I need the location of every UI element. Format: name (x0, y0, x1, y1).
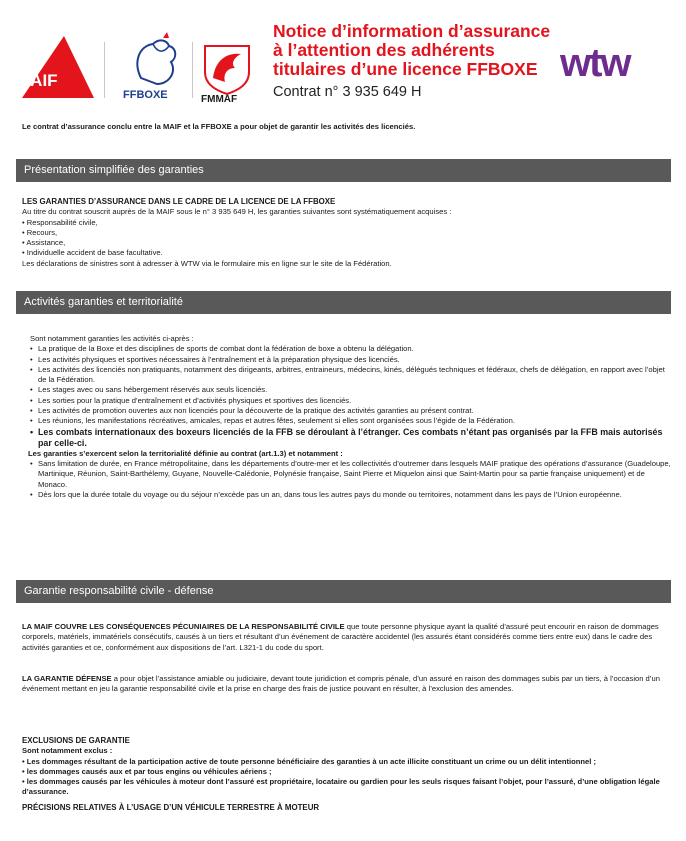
list-item: • Sans limitation de durée, en France métropolitaine, dans les départements d’outre-mer et les collectivités d’outremer dans lesquels MAIF pratique des opérations d’assurance (Guadeloupe, Martinique, Réunion, Saint-Barthélemy, Guyane, Nouvelle-Calédonie, Polynésie française, Saint Pierre et Miquelon ainsi que Saint-Martin pour sa partie française uniquement) et de Monaco. (22, 459, 672, 490)
paragraph (22, 674, 672, 695)
intro-text: Le contrat d’assurance conclu entre la MAIF et la FFBOXE a pour objet de garantir les activités des licenciés. (22, 122, 416, 131)
list-item: • Les activités de promotion ouvertes aux non licenciés pour la découverte de la pratique des activités garanties au présent contrat. (22, 406, 672, 416)
section-heading: LES GARANTIES D’ASSURANCE DANS LE CADRE DE LA LICENCE DE LA FFBOXE (22, 197, 336, 206)
ffboxe-logo (119, 32, 187, 104)
notice-title-block (273, 22, 558, 100)
list-item: • Les dommages résultant de la participation active de toute personne bénéficiaire des garanties à un acte illicite constituant un crime ou un délit intentionnel ; (22, 757, 672, 767)
notice-title-line: titulaires d’une licence FFBOXE (273, 59, 538, 79)
paragraph: Les déclarations de sinistres sont à adresser à WTW via le formulaire mis en ligne sur le site de la Fédération. (22, 258, 392, 268)
paragraph-lead: LA MAIF COUVRE LES CONSÉQUENCES PÉCUNIAIRES DE LA RESPONSABILITÉ CIVILE (22, 622, 345, 631)
list-item: • Les activités physiques et sportives nécessaires à l’entraînement et à la préparation physique des licenciés. (22, 355, 672, 365)
section-heading: PRÉCISIONS RELATIVES À L’USAGE D’UN VÉHICULE TERRESTRE À MOTEUR (22, 802, 320, 812)
section-band-activities: Activités garanties et territorialité (16, 291, 671, 314)
list-item: • les dommages causés par les véhicules à moteur dont l’assuré est propriétaire, locataire ou gardien pour les seuls risques faisant l’objet, pour l’assuré, d’une obligation légale d’assurance. (22, 777, 672, 798)
paragraph-text: a pour objet l’assistance amiable ou judiciaire, devant toute juridiction et compris pénale, d’un assuré en raison des dommages subis par un tiers, à l’occasion d’un événement mettant en jeu la garantie responsabilité civile et la prise en charge des frais de justice pouvant en résulter, à l’exclusion des amendes. (22, 674, 660, 694)
maif-logo (14, 36, 94, 98)
list-item: • Les réunions, les manifestations récréatives, amicales, repas et autres fêtes, seulement si elles sont organisées sous l’égide de la Fédération. (22, 416, 672, 426)
fmmaf-logo-text: FMMAF (201, 94, 238, 104)
activities-list (22, 344, 672, 448)
paragraph: Sont notamment garanties les activités ci-après : (30, 334, 194, 343)
section-activities (22, 334, 672, 500)
fmmaf-logo (195, 38, 259, 104)
section-exclusions (22, 736, 672, 813)
exclusions-list (22, 757, 672, 798)
list-item: • Les stages avec ou sans hébergement réservés aux seuls licenciés. (22, 385, 672, 395)
contract-number: Contrat n° 3 935 649 H (273, 84, 422, 100)
paragraph-lead: LA GARANTIE DÉFENSE (22, 674, 112, 683)
maif-logo-text: MAIF (16, 71, 58, 90)
list-item: • Les sorties pour la pratique d’entraînement et d’activités physiques et sportives des licenciés. (22, 396, 672, 406)
section-heading: EXCLUSIONS DE GARANTIE (22, 736, 130, 745)
list-item: • La pratique de la Boxe et des disciplines de sports de combat dont la fédération de boxe a obtenu la délégation. (22, 344, 672, 354)
wtw-logo-text: wtw (560, 46, 630, 80)
list-item: • Dès lors que la durée totale du voyage ou du séjour n’excède pas un an, dans tous les autres pays du monde ou territoires, notamment dans les pays de l’Union européenne. (22, 490, 672, 500)
list-item: • Les activités des licenciés non pratiquants, notamment des dirigeants, arbitres, entraineurs, médecins, kinés, délégués techniques et fédéraux, chefs de délégation, en rapport avec l’objet de la Fédération. (22, 365, 672, 386)
list-item: • les dommages causés aux et par tous engins ou véhicules aériens ; (22, 767, 672, 777)
paragraph: Les garanties s’exercent selon la territorialité définie au contrat (art.1.3) et notamment : (28, 448, 343, 458)
wtw-logo (560, 46, 658, 80)
notice-title-line: à l’attention des adhérents (273, 40, 495, 60)
paragraph (22, 622, 672, 653)
list-item: • Les combats internationaux des boxeurs licenciés de la FFB se déroulant à l’étranger. Ces combats n’étant pas organisés par la FFB mais autorisés par celle-ci. (22, 427, 672, 449)
ffboxe-logo-text: FFBOXE (123, 89, 168, 101)
paragraph: Au titre du contrat souscrit auprès de la MAIF sous le n° 3 935 649 H, les garanties suivantes sont systématiquement acquises : (22, 207, 452, 217)
list-item: • Assistance, (22, 238, 672, 248)
list-item: • Individuelle accident de base facultative. (22, 248, 672, 258)
section-civil-liability (22, 622, 672, 653)
logo-separator (192, 42, 193, 98)
guarantees-list (22, 218, 672, 259)
logo-separator (104, 42, 105, 98)
section-band-presentation: Présentation simplifiée des garanties (16, 159, 671, 182)
territory-list (22, 459, 672, 500)
section-band-civil-liability: Garantie responsabilité civile - défense (16, 580, 671, 603)
list-item: • Responsabilité civile, (22, 218, 672, 228)
paragraph: Sont notamment exclus : (22, 746, 113, 756)
notice-title-line: Notice d’information d’assurance (273, 21, 551, 41)
section-presentation (22, 197, 672, 269)
paragraph-text: que toute personne physique ayant la qualité d’assuré peut encourir en raison de dommages corporels, matériels, immatériels consécutifs, causés à un tiers et résultant d’un événement de caractère accidentel (les assurés étant considérés comme tiers entre eux) dans le cadre des activités garanties et ce, conformément aux dispositions de l’art. L321-1 du code du sport. (22, 622, 659, 652)
section-defense (22, 674, 672, 695)
document-header (0, 0, 686, 118)
list-item: • Recours, (22, 228, 672, 238)
